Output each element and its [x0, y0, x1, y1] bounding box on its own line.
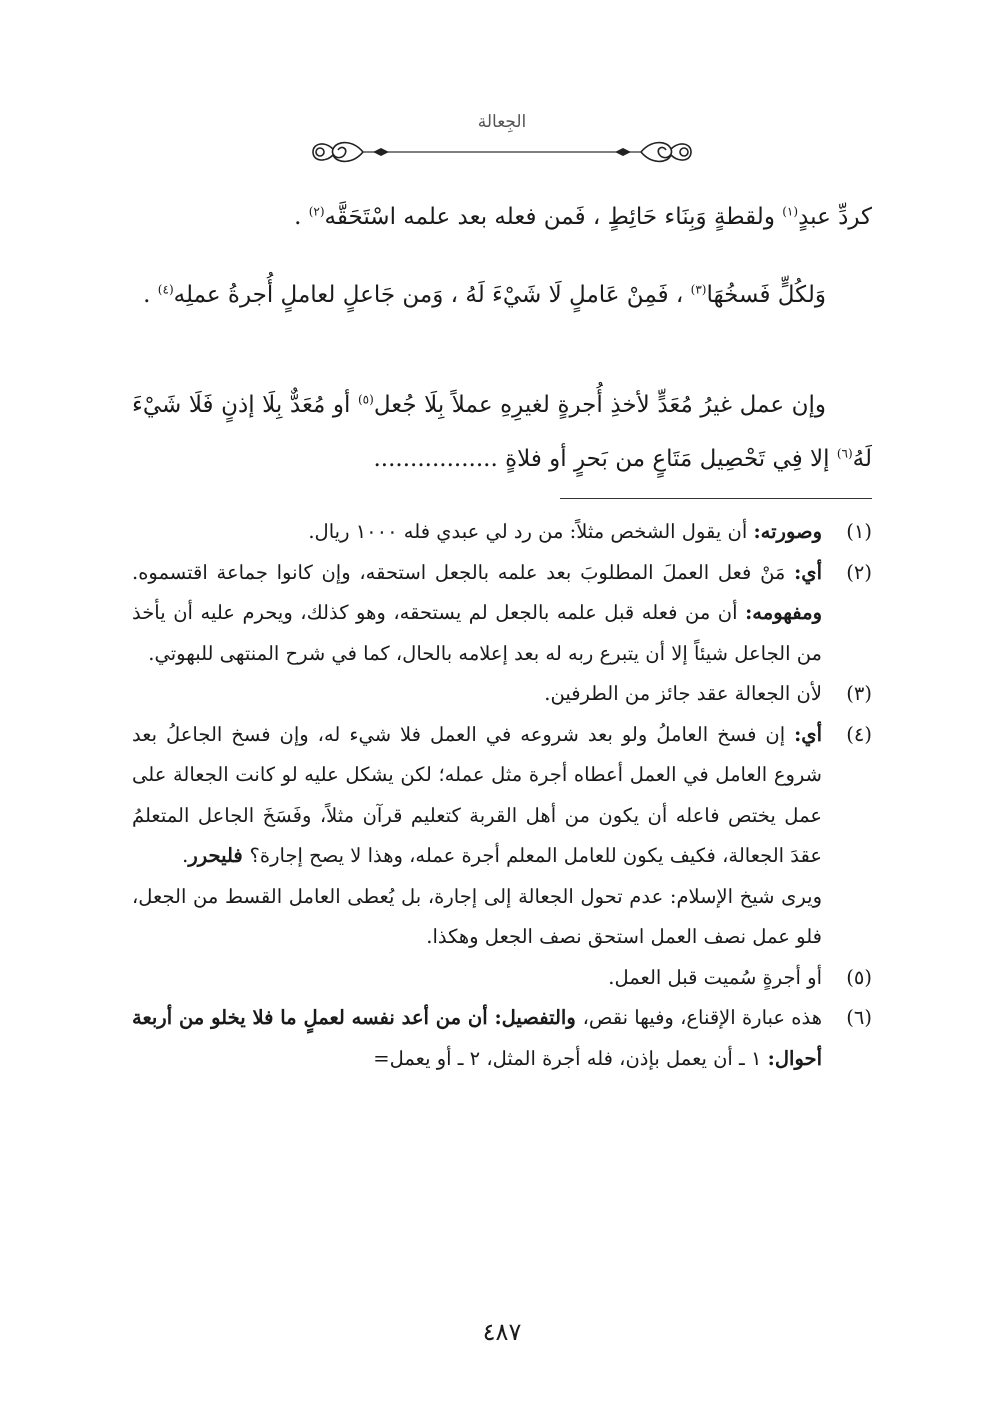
running-head: الجِعالة — [477, 112, 527, 132]
page-number: ٤٨٧ — [482, 1318, 522, 1346]
footnote-ref: (٢) — [308, 204, 325, 219]
footnotes — [132, 512, 872, 1079]
footnote-1: (١) وصورته: أن يقول الشخص مثلاً: من رد لي عبدي فله ١٠٠٠ ريال. — [308, 520, 872, 543]
header-ornament-icon — [303, 135, 701, 169]
footnote-2: (٢) أي: مَنْ فعل العملَ المطلوبَ بعد علمه بالجعل استحقه، وإن كانوا جماعة اقتسموه. ومفهومه: أن من فعله قبل علمه بالجعل لم يستحقه، وهو كذلك، ويحرم عليه أن يأخذ من الجاعل شيئاً إلا أن يتبرع ربه له بعد إعلامه بالحال، كما في شرح المنتهى للبهوتي. — [132, 560, 872, 665]
footnote-3: (٣) لأن الجعالة عقد جائز من الطرفين. — [544, 682, 872, 705]
footnote-ref: (١) — [782, 204, 799, 219]
main-paragraph-2: وَلكُلٍّ فَسخُهَا$^{(٣)}$ ، فَمِنْ عَاملٍ لَا شَيْءَ لَهُ ، وَمن جَاعلٍ لعاملٍ أُجرةُ عملِه$^{(٤)}$ . — [143, 282, 826, 308]
main-paragraph-1: كردِّ عبدٍ$^{(١)}$ ولقطةٍ وَبِنَاء حَائِطٍ ، فَمن فعله بعد علمه اسْتَحَقَّه$^{(٢)}$ . — [294, 204, 872, 230]
footnote-ref: (٣) — [690, 282, 707, 297]
main-paragraph-3: وإن عمل غيرُ مُعَدٍّ لأخذِ أُجرةٍ لغيرِهِ عملاً بِلَا جُعل$^{(٥)}$ أو مُعَدٌّ بِلَا إذنٍ فَلَا شَيْءَ لَهُ$^{(٦)}$ إلا فِي تَحْصِيل مَتَاعٍ من بَحرٍ أو فلاةٍ ................. — [132, 392, 872, 472]
footnote-4: (٤) أي: إن فسخ العاملُ ولو بعد شروعه في العمل فلا شيء له، وإن فسخ الجاعلُ بعد شروع العامل في العمل أعطاه أجرة مثل عمله؛ لكن يشكل عليه لو كانت الجعالة على عمل يختص فاعله أن يكون من أهل القربة كتعليم قرآن مثلاً، وفَسَخَ الجاعل المتعلمُ عقدَ الجعالة، فكيف يكون للعامل المعلم أجرة عمله، وهذا لا يصح إجارة؟ فليحرر. — [132, 722, 872, 867]
footnote-ref: (٥) — [357, 392, 374, 407]
footnote-4-continuation: ويرى شيخ الإسلام: عدم تحول الجعالة إلى إجارة، بل يُعطى العامل القسط من الجعل، فلو عمل نصف العمل استحق نصف الجعل وهكذا. — [132, 884, 822, 948]
footnote-ref: (٦) — [836, 446, 853, 461]
footnote-6: (٦) هذه عبارة الإقناع، وفيها نقص، والتفصيل: أن من أعد نفسه لعملٍ ما فلا يخلو من أربعة أحوال: ١ ـ أن يعمل بإذن، فله أجرة المثل، ٢ ـ أو يعمل= — [132, 1006, 872, 1070]
footnote-divider — [560, 498, 872, 499]
footnote-5: (٥) أو أجرةٍ سُميت قبل العمل. — [608, 965, 872, 989]
footnote-ref: (٤) — [157, 282, 174, 297]
